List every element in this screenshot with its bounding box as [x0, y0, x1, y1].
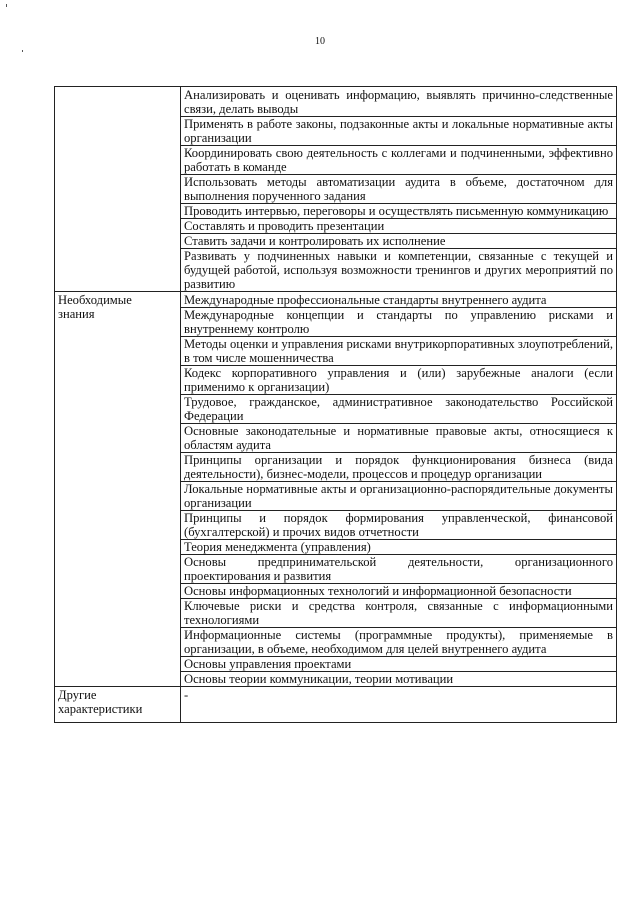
- list-item: Основные законодательные и нормативные правовые акты, относящиеся к областям аудита: [181, 424, 616, 453]
- list-item: Проводить интервью, переговоры и осуществлять письменную коммуникацию: [181, 204, 616, 219]
- list-item: Методы оценки и управления рисками внутрикорпоративных злоупотреблений, в том числе мошенничества: [181, 337, 616, 366]
- row-label: [55, 87, 181, 292]
- row-items: [181, 292, 617, 687]
- list-item: -: [184, 688, 189, 702]
- list-item: Основы теории коммуникации, теории мотивации: [184, 672, 454, 686]
- list-item: Основы предпринимательской деятельности, организационного проектирования и развития: [181, 555, 616, 584]
- item-list: [181, 688, 616, 702]
- scan-mark-left: [22, 50, 23, 52]
- scan-mark-top-left: [6, 4, 7, 7]
- list-item: Основы управления проектами: [181, 657, 616, 672]
- row-label: [55, 292, 181, 687]
- list-item: Ключевые риски и средства контроля, связанные с информационными технологиями: [181, 599, 616, 628]
- list-item: Ставить задачи и контролировать их исполнение: [181, 234, 616, 249]
- list-item: Теория менеджмента (управления): [181, 540, 616, 555]
- item-list: [181, 88, 616, 291]
- list-item: Международные концепции и стандарты по управлению рисками и внутреннему контролю: [181, 308, 616, 337]
- list-item: Координировать свою деятельность с коллегами и подчиненными, эффективно работать в команде: [181, 146, 616, 175]
- row-items: [181, 87, 617, 292]
- row-items: [181, 687, 617, 723]
- table-row: [55, 687, 617, 723]
- list-item: Составлять и проводить презентации: [181, 219, 616, 234]
- table-row: [55, 292, 617, 687]
- list-item: Использовать методы автоматизации аудита в объеме, достаточном для выполнения порученного задания: [181, 175, 616, 204]
- row-label-line: Другие: [58, 688, 97, 702]
- list-item: Трудовое, гражданское, административное законодательство Российской Федерации: [181, 395, 616, 424]
- professional-standard-table: [54, 86, 617, 723]
- list-item: Применять в работе законы, подзаконные акты и локальные нормативные акты организации: [181, 117, 616, 146]
- list-item: Анализировать и оценивать информацию, выявлять причинно-следственные связи, делать выводы: [181, 88, 616, 117]
- list-item: Принципы и порядок формирования управленческой, финансовой (бухгалтерской) и прочих видов отчетности: [181, 511, 616, 540]
- item-list: [181, 293, 616, 686]
- list-item: Принципы организации и порядок функционирования бизнеса (вида деятельности), бизнес-модели, процессов и процедур организации: [181, 453, 616, 482]
- list-item: Кодекс корпоративного управления и (или) зарубежные аналоги (если применимо к организации): [181, 366, 616, 395]
- list-item: Развивать у подчиненных навыки и компетенции, связанные с текущей и будущей работой, используя возможности тренингов и других мероприятий по развитию: [184, 249, 613, 291]
- list-item: Основы информационных технологий и информационной безопасности: [181, 584, 616, 599]
- row-label-line: характеристики: [58, 702, 143, 716]
- table-body: [55, 87, 617, 723]
- row-label-line: Необходимые: [58, 293, 132, 307]
- list-item: Международные профессиональные стандарты внутреннего аудита: [181, 293, 616, 308]
- row-label-line: знания: [58, 307, 95, 321]
- list-item: Локальные нормативные акты и организационно-распорядительные документы организации: [181, 482, 616, 511]
- row-label: [55, 687, 181, 723]
- list-item: Информационные системы (программные продукты), применяемые в организации, в объеме, необходимом для целей внутреннего аудита: [181, 628, 616, 657]
- page-number: 10: [315, 36, 325, 47]
- table-row: [55, 87, 617, 292]
